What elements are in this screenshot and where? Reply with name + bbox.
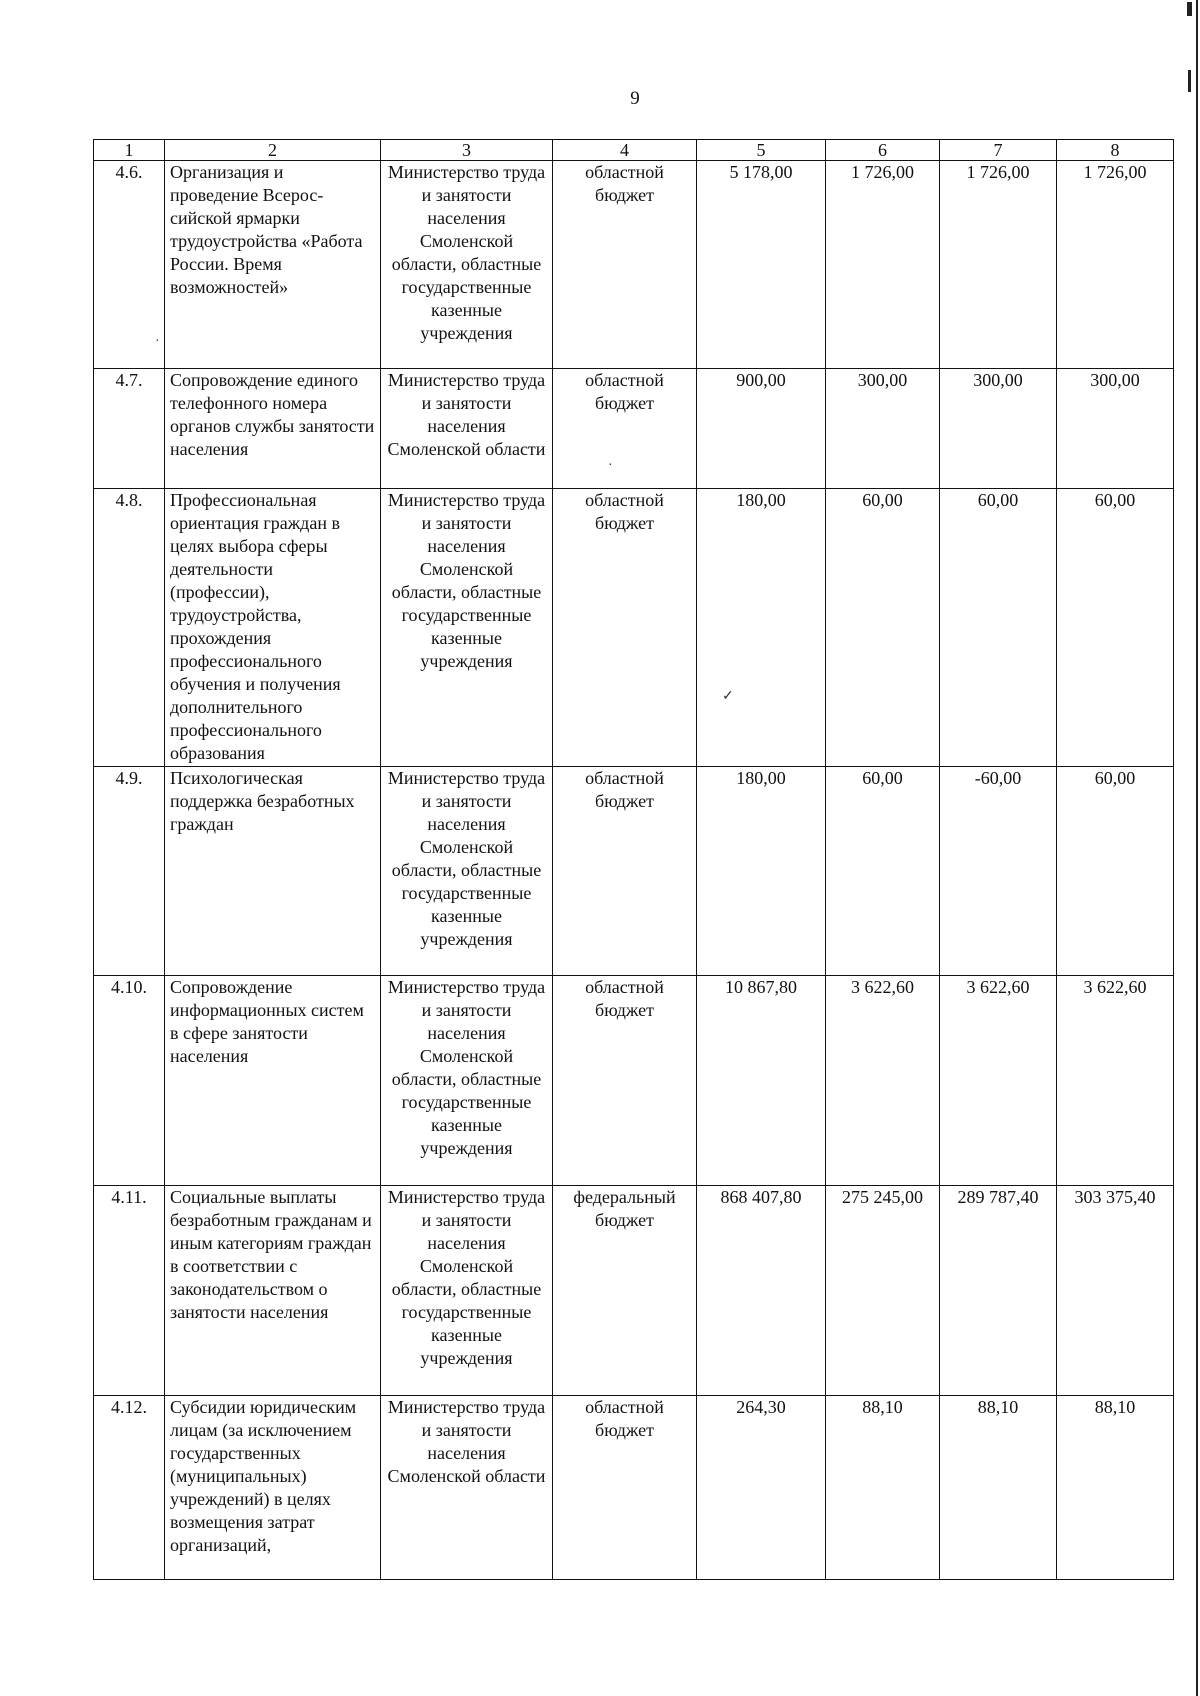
table-row <box>94 369 1174 489</box>
year1-amount: 1 726,00 <box>826 161 940 369</box>
activity-name: Сопровождение единого телефонного номера органов службы занятости населения <box>165 369 381 489</box>
year3-amount: 60,00 <box>1057 489 1174 767</box>
total-amount: 5 178,00 <box>697 161 826 369</box>
year2-amount: 88,10 <box>940 1396 1057 1580</box>
scan-edge-line <box>1196 0 1198 1696</box>
executor: Министерство труда и занятости населения Смоленской области, областные государственные казенные учреждения <box>381 1186 553 1396</box>
column-number: 7 <box>940 140 1057 161</box>
stray-mark: · <box>608 458 613 473</box>
item-number: 4.7. <box>94 369 165 489</box>
column-number: 1 <box>94 140 165 161</box>
executor: Министерство труда и занятости населения Смоленской области, областные государственные казенные учреждения <box>381 489 553 767</box>
year1-amount: 60,00 <box>826 767 940 976</box>
funding-source: областной бюджет <box>553 1396 697 1580</box>
year1-amount: 300,00 <box>826 369 940 489</box>
activity-name: Профессиональная ориентация граждан в целях выбора сферы деятельности (профессии), трудоустройства, прохождения профессионального обучения и получения дополнительного профессионального образования <box>165 489 381 767</box>
table-row <box>94 976 1174 1186</box>
total-amount: 900,00 <box>697 369 826 489</box>
total-amount: 180,00 <box>697 767 826 976</box>
column-number: 5 <box>697 140 826 161</box>
total-amount: 868 407,80 <box>697 1186 826 1396</box>
column-number: 6 <box>826 140 940 161</box>
executor: Министерство труда и занятости населения Смоленской области <box>381 1396 553 1580</box>
funding-source: областной бюджет <box>553 161 697 369</box>
year2-amount: 300,00 <box>940 369 1057 489</box>
table-row <box>94 489 1174 767</box>
table-row <box>94 1396 1174 1580</box>
executor: Министерство труда и занятости населения Смоленской области, областные государственные казенные учреждения <box>381 161 553 369</box>
year1-amount: 3 622,60 <box>826 976 940 1186</box>
funding-source: областной бюджет <box>553 489 697 767</box>
funding-source: федеральный бюджет <box>553 1186 697 1396</box>
item-number: 4.9. <box>94 767 165 976</box>
year2-amount: 3 622,60 <box>940 976 1057 1186</box>
year1-amount: 275 245,00 <box>826 1186 940 1396</box>
column-number: 3 <box>381 140 553 161</box>
column-number: 4 <box>553 140 697 161</box>
year3-amount: 88,10 <box>1057 1396 1174 1580</box>
activity-name: Субсидии юридическим лицам (за исключением государственных (муниципальных) учреждений) в целях возмещения затрат организаций, <box>165 1396 381 1580</box>
item-number: 4.8. <box>94 489 165 767</box>
year3-amount: 60,00 <box>1057 767 1174 976</box>
column-number: 8 <box>1057 140 1174 161</box>
year3-amount: 303 375,40 <box>1057 1186 1174 1396</box>
year3-amount: 3 622,60 <box>1057 976 1174 1186</box>
executor: Министерство труда и занятости населения Смоленской области <box>381 369 553 489</box>
year2-amount: -60,00 <box>940 767 1057 976</box>
activity-name: Сопровождение информационных систем в сфере занятости населения <box>165 976 381 1186</box>
activity-name: Социальные выплаты безработным гражданам и иным категориям граждан в соответствии с законодательством о занятости населения <box>165 1186 381 1396</box>
activity-name: Психологическая поддержка безработных граждан <box>165 767 381 976</box>
item-number: 4.12. <box>94 1396 165 1580</box>
year3-amount: 1 726,00 <box>1057 161 1174 369</box>
year2-amount: 1 726,00 <box>940 161 1057 369</box>
funding-source: областной бюджет <box>553 767 697 976</box>
year1-amount: 88,10 <box>826 1396 940 1580</box>
program-table <box>93 139 1174 1580</box>
column-number-row <box>94 140 1174 161</box>
stray-mark: · <box>155 334 160 349</box>
page-number: 9 <box>630 88 640 109</box>
item-number: 4.6. <box>94 161 165 369</box>
year3-amount: 300,00 <box>1057 369 1174 489</box>
funding-source: областной бюджет <box>553 976 697 1186</box>
year1-amount: 60,00 <box>826 489 940 767</box>
scan-mark <box>1187 2 1192 16</box>
total-amount: 10 867,80 <box>697 976 826 1186</box>
scan-mark <box>1188 70 1191 92</box>
item-number: 4.11. <box>94 1186 165 1396</box>
table-row <box>94 767 1174 976</box>
year2-amount: 289 787,40 <box>940 1186 1057 1396</box>
item-number: 4.10. <box>94 976 165 1186</box>
table-row <box>94 1186 1174 1396</box>
executor: Министерство труда и занятости населения Смоленской области, областные государственные казенные учреждения <box>381 976 553 1186</box>
table-row <box>94 161 1174 369</box>
year2-amount: 60,00 <box>940 489 1057 767</box>
total-amount: 264,30 <box>697 1396 826 1580</box>
stray-mark: ✓ <box>722 689 734 704</box>
executor: Министерство труда и занятости населения Смоленской области, областные государственные казенные учреждения <box>381 767 553 976</box>
column-number: 2 <box>165 140 381 161</box>
total-amount: 180,00 <box>697 489 826 767</box>
funding-source: областной бюджет <box>553 369 697 489</box>
activity-name: Организация и проведение Всерос-сийской ярмарки трудоустройства «Работа России. Время возможностей» <box>165 161 381 369</box>
